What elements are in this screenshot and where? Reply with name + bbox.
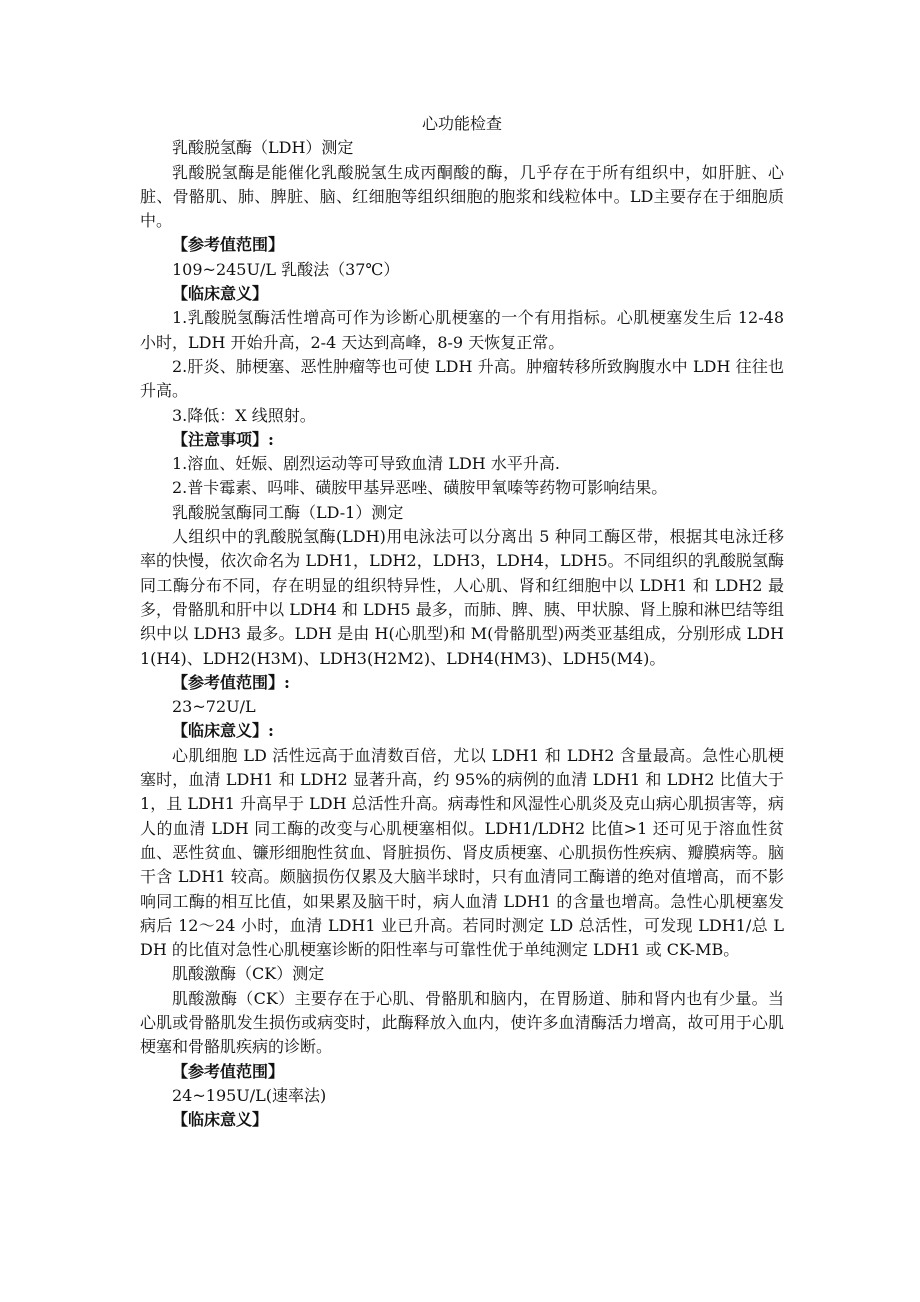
paragraph-ldh-reference: 109~245U/L 乳酸法（37℃）	[172, 259, 400, 279]
paragraph-ldh-clinical-3: 3.降低：X 线照射。	[172, 405, 316, 425]
section-heading-ck: 肌酸激酶（CK）测定	[172, 964, 325, 984]
label-reference-range: 【参考值范围】:	[172, 672, 290, 692]
paragraph-ck-intro: 肌酸激酶（CK）主要存在于心肌、骨骼肌和脑内，在胃肠道、肺和肾内也有少量。当心肌或骨骼肌发生损伤或病变时，此酶释放入血内，使许多血清酶活力增高，故可用于心肌梗塞和骨骼肌疾病的诊断。	[140, 988, 784, 1057]
paragraph-precaution-1: 1.溶血、妊娠、剧烈运动等可导致血清 LDH 水平升高.	[172, 454, 560, 474]
label-clinical-significance: 【临床意义】	[172, 1110, 269, 1130]
label-reference-range: 【参考值范围】	[172, 235, 285, 255]
paragraph-ldh-clinical-1: 1.乳酸脱氢酶活性增高可作为诊断心肌梗塞的一个有用指标。心肌梗塞发生后 12-48 小时，LDH 开始升高，2-4 天达到高峰，8-9 天恢复正常。	[140, 308, 784, 352]
paragraph-ldh-intro: 乳酸脱氢酶是能催化乳酸脱氢生成丙酮酸的酶，几乎存在于所有组织中，如肝脏、心脏、骨骼肌、肺、脾脏、脑、红细胞等组织细胞的胞浆和线粒体中。LD主要存在于细胞质中。	[140, 162, 784, 231]
section-heading-ldh: 乳酸脱氢酶（LDH）测定	[172, 138, 354, 158]
paragraph-precaution-2: 2.普卡霉素、吗啡、磺胺甲基异恶唑、磺胺甲氧嗪等药物可影响结果。	[172, 478, 668, 498]
label-reference-range: 【参考值范围】	[172, 1061, 285, 1081]
paragraph-ld1-clinical: 心肌细胞 LD 活性远高于血清数百倍，尤以 LDH1 和 LDH2 含量最高。急性心肌梗塞时，血清 LDH1 和 LDH2 显著升高，约 95%的病例的血清 LDH1 和 LDH2 比值大于 1，且 LDH1 升高早于 LDH 总活性升高。病毒性和风湿性心肌炎及克山病心肌损害等，病人的血清 LDH 同工酶的改变与心肌梗塞相似。LDH1/LDH2 比值>1 还可见于溶血性贫血、恶性贫血、镰形细胞性贫血、肾脏损伤、肾皮质梗塞、心肌损伤性疾病、瓣膜病等。脑干含 LDH1 较高。颇脑损伤仅累及大脑半球时，只有血清同工酶谱的绝对值增高，而不影响同工酶的相互比值，如果累及脑干时，病人血清 LDH1 的含量也增高。急性心肌梗塞发病后 12～24 小时，血清 LDH1 业已升高。若同时测定 LD 总活性，可发现 LDH1/总 LDH 的比值对急性心肌梗塞诊断的阳性率与可靠性优于单纯测定 LDH1 或 CK-MB。	[140, 745, 784, 960]
section-heading-ld1: 乳酸脱氢酶同工酶（LD-1）测定	[172, 502, 404, 522]
label-precautions: 【注意事项】:	[172, 429, 274, 449]
paragraph-ldh-clinical-2: 2.肝炎、肺梗塞、恶性肿瘤等也可使 LDH 升高。肿瘤转移所致胸腹水中 LDH 往往也升高。	[140, 356, 784, 401]
page-title: 心功能检查	[421, 114, 502, 133]
label-clinical-significance: 【临床意义】	[172, 284, 269, 304]
paragraph-ck-reference: 24~195U/L(速率法)	[172, 1085, 327, 1105]
paragraph-ld1-intro: 人组织中的乳酸脱氢酶(LDH)用电泳法可以分离出 5 种同工酶区带，根据其电泳迁移率的快慢，依次命名为 LDH1，LDH2，LDH3，LDH4，LDH5。不同组织的乳酸脱氢酶同工酶分布不同，存在明显的组织特异性，人心肌、肾和红细胞中以 LDH1 和 LDH2 最多，骨骼肌和肝中以 LDH4 和 LDH5 最多，而肺、脾、胰、甲状腺、肾上腺和淋巴结等组织中以 LDH3 最多。LDH 是由 H(心肌型)和 M(骨骼肌型)两类亚基组成，分别形成 LDH1(H4)、LDH2(H3M)、LDH3(H2M2)、LDH4(HM3)、LDH5(M4)。	[140, 527, 784, 668]
paragraph-ld1-reference: 23~72U/L	[172, 697, 256, 717]
label-clinical-significance: 【临床意义】:	[172, 721, 274, 741]
